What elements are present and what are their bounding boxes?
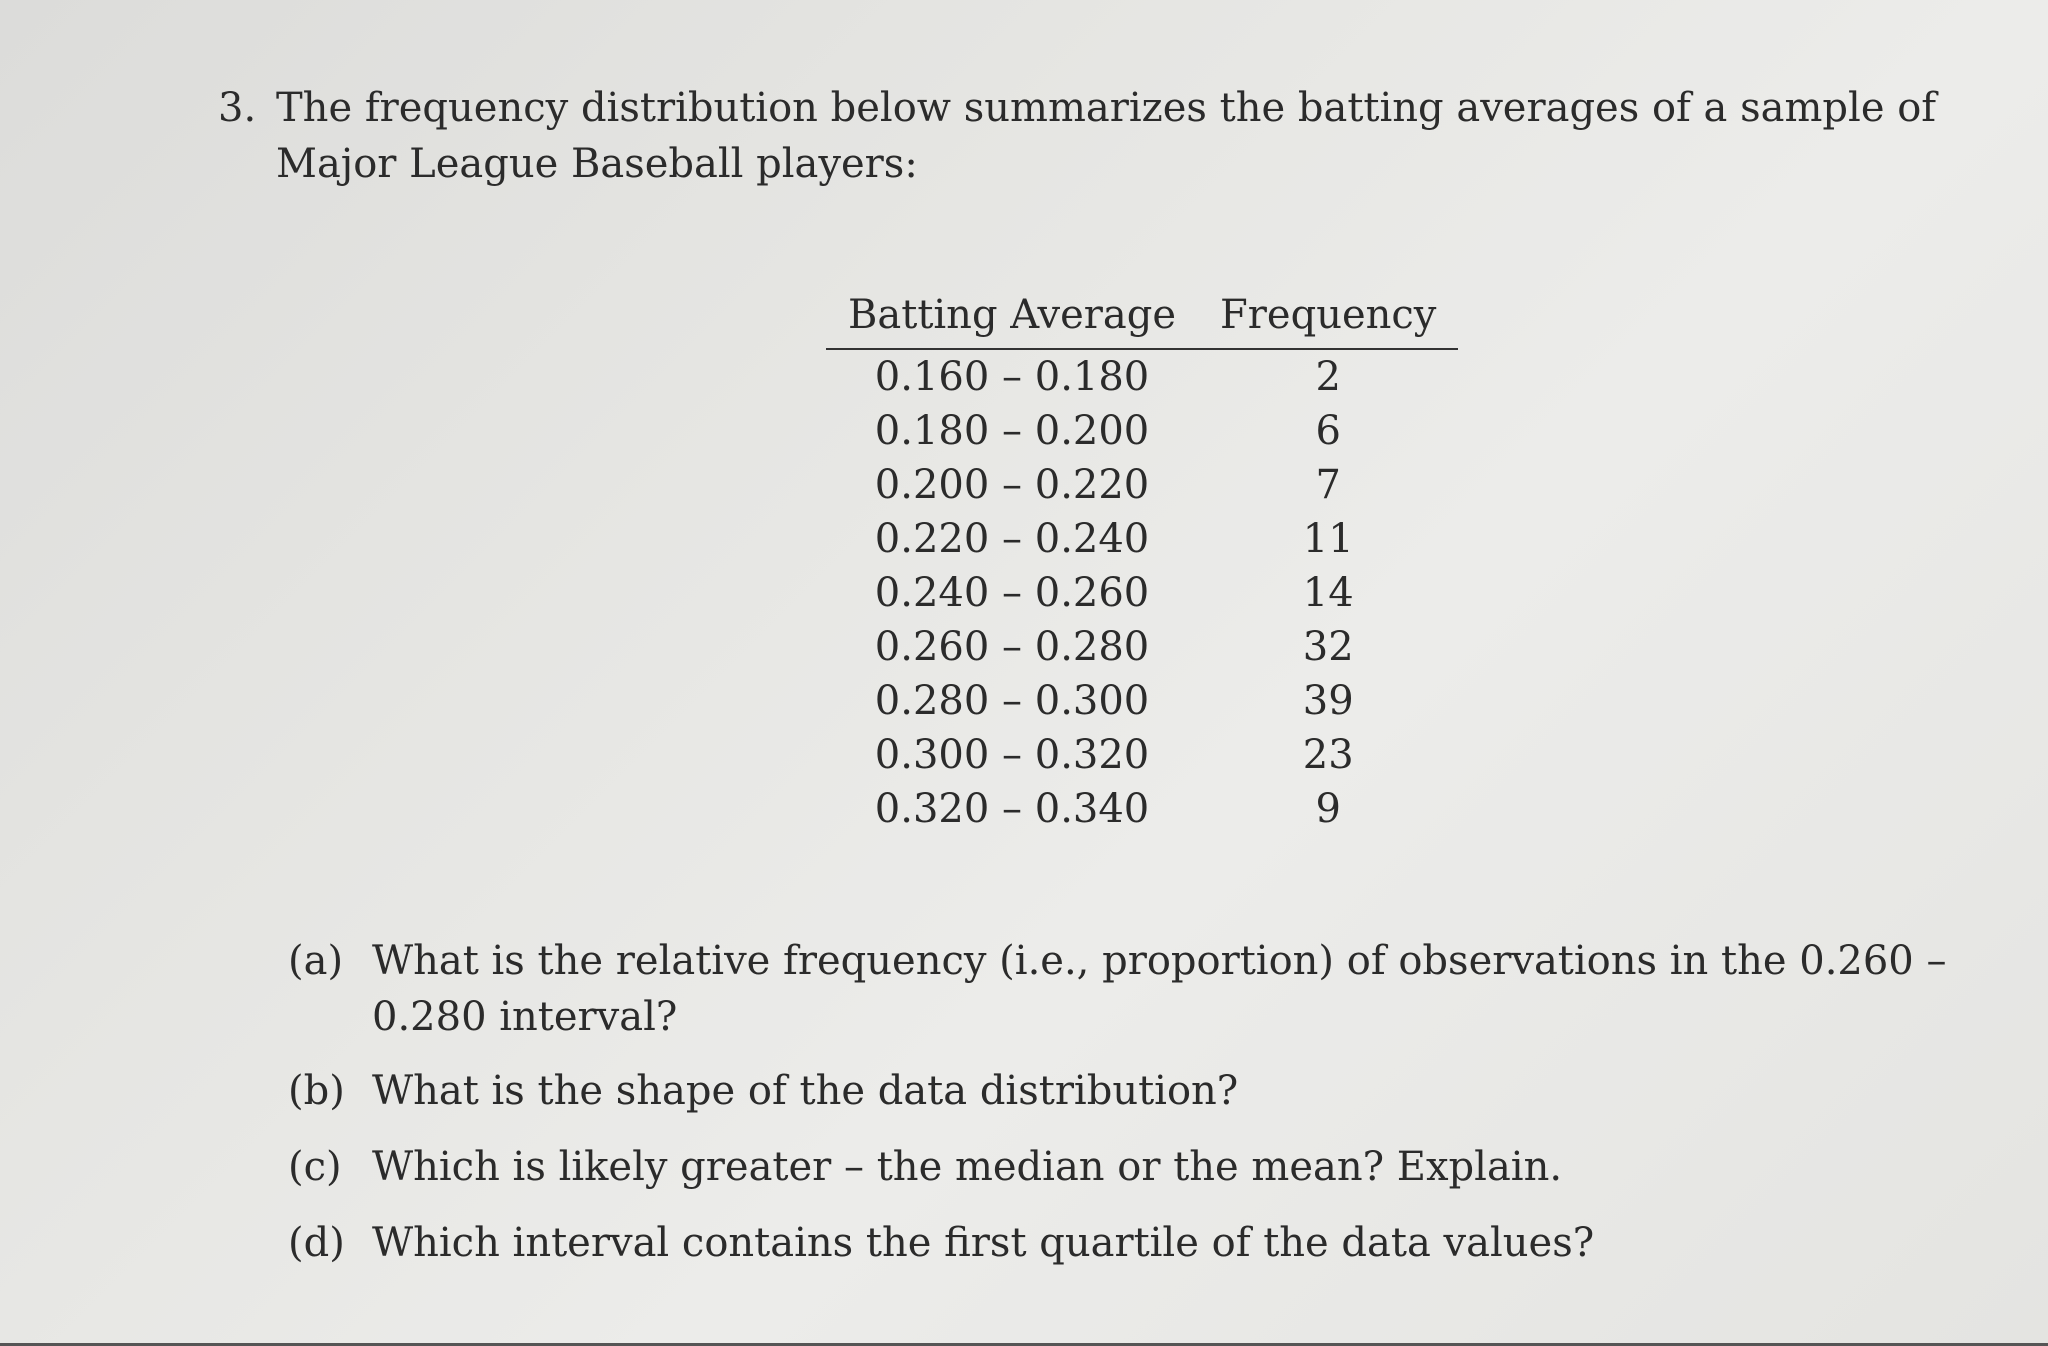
- question-label: (c): [288, 1144, 342, 1190]
- interval-cell: 0.240 – 0.260: [874, 570, 1150, 616]
- question-text: What is the shape of the data distribution?: [372, 1068, 1239, 1114]
- table-row: [826, 349, 1458, 404]
- question-label: (d): [288, 1220, 345, 1266]
- frequency-cell: 2: [1315, 354, 1341, 400]
- frequency-cell: 9: [1315, 786, 1341, 832]
- frequency-cell: 7: [1315, 462, 1341, 508]
- interval-cell: 0.220 – 0.240: [874, 516, 1150, 562]
- table-row: [826, 566, 1458, 620]
- table-row: [826, 620, 1458, 674]
- problem-statement: [218, 80, 1998, 192]
- table-row: [826, 782, 1458, 836]
- interval-cell: 0.300 – 0.320: [874, 732, 1150, 778]
- question-a: [288, 933, 2008, 1045]
- frequency-cell: 23: [1302, 732, 1354, 778]
- interval-cell: 0.160 – 0.180: [874, 354, 1150, 400]
- table-row: [826, 404, 1458, 458]
- table-header-row: [826, 288, 1458, 349]
- frequency-cell: 11: [1302, 516, 1354, 562]
- question-text: What is the relative frequency (i.e., proportion) of observations in the 0.260 – 0.280 interval?: [372, 938, 1947, 1040]
- question-c: [288, 1139, 2008, 1195]
- table-row: [826, 728, 1458, 782]
- header-batting-average: Batting Average: [826, 288, 1198, 349]
- interval-cell: 0.180 – 0.200: [874, 408, 1150, 454]
- frequency-table: [826, 288, 1458, 836]
- interval-cell: 0.280 – 0.300: [874, 678, 1150, 724]
- frequency-cell: 32: [1302, 624, 1354, 670]
- table-row: [826, 512, 1458, 566]
- interval-cell: 0.260 – 0.280: [874, 624, 1150, 670]
- interval-cell: 0.320 – 0.340: [874, 786, 1150, 832]
- question-text: Which interval contains the first quartile of the data values?: [372, 1220, 1595, 1266]
- frequency-cell: 6: [1315, 408, 1341, 454]
- frequency-cell: 39: [1302, 678, 1354, 724]
- interval-cell: 0.200 – 0.220: [874, 462, 1150, 508]
- question-list: [288, 933, 2008, 1289]
- problem-number: 3.: [218, 85, 257, 131]
- header-frequency: Frequency: [1198, 288, 1458, 349]
- problem-text: The frequency distribution below summarizes the batting averages of a sample of Major League Baseball players:: [276, 85, 1937, 187]
- frequency-cell: 14: [1302, 570, 1354, 616]
- question-label: (b): [288, 1068, 345, 1114]
- question-b: [288, 1063, 2008, 1119]
- question-label: (a): [288, 938, 344, 984]
- table-row: [826, 458, 1458, 512]
- question-d: [288, 1215, 2008, 1271]
- question-text: Which is likely greater – the median or the mean? Explain.: [372, 1144, 1563, 1190]
- table-row: [826, 674, 1458, 728]
